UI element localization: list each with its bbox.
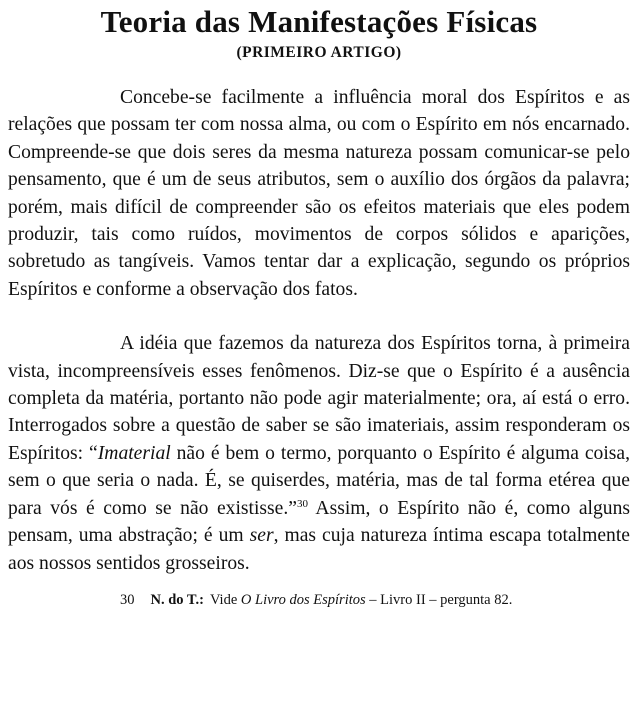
paragraph-2 [8, 330, 630, 577]
paragraph-1: Concebe-se facilmente a influência moral dos Espíritos e as relações que possam ter com nossa alma, ou com o Espírito em nós encarnado. Compreende-se que dois seres da mesma natureza possam comunicar-se pelo pensamento, que é um de seus atributos, sem o auxílio dos órgãos da palavra; porém, mais difícil de compreender são os efeitos materiais que eles podem produzir, tais como ruídos, movimentos de corpos sólidos e aparições, sobretudo as tangíveis. Vamos tentar dar a explicação, segundo os próprios Espíritos e conforme a observação dos fatos. [8, 87, 630, 300]
footnote [8, 591, 630, 609]
paragraph-2-part-2: não é bem o termo, porquanto o Espírito é alguma coisa, sem o que seria o nada. É, se quiserdes, matéria, mas de tal forma etérea que para vós é como se não existisse.” [8, 442, 630, 519]
document-page [8, 0, 630, 609]
footnote-text-before: Vide [209, 591, 241, 608]
footnote-book-title: O Livro dos Espíritos [240, 591, 366, 608]
footnote-number: 30 [120, 591, 135, 608]
paragraph-2-part-3: Assim, o Espírito não é, como alguns pensam, uma abstração; é um [8, 497, 631, 547]
footnote-label: N. do T.: [150, 591, 204, 608]
footnote-text-after: – Livro II – pergunta 82. [365, 591, 513, 608]
page-title: Teoria das Manifestações Físicas [100, 4, 538, 39]
paragraph-2-part-1: A idéia que fazemos da natureza dos Espíritos torna, à primeira vista, incompreensíveis esses fenômenos. Diz-se que o Espírito é a ausência completa da matéria, portanto não pode agir materialmente; ora, aí está o erro. Interrogados sobre a questão de saber se são imateriais, assim responderam os Espíritos: “ [8, 333, 630, 464]
paragraph-2-part-4: , mas cuja natureza íntima escapa totalmente aos nossos sentidos grosseiros. [8, 525, 630, 574]
italic-term-imaterial: Imaterial [97, 442, 171, 464]
page-subtitle: (PRIMEIRO ARTIGO) [236, 44, 402, 61]
footnote-reference: 30 [296, 497, 308, 510]
italic-term-ser: ser [249, 525, 274, 547]
